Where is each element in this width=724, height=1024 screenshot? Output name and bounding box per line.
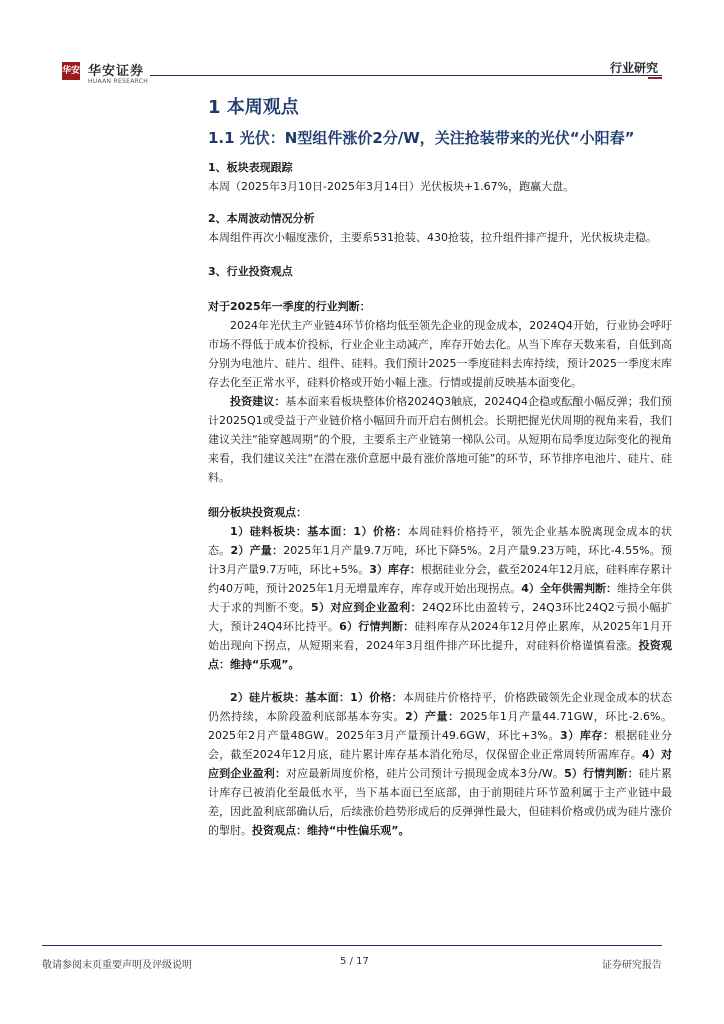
paragraph: 1）硅料板块：基本面：1）价格：本周硅料价格持平，领先企业基本脱离现金成本的状态。2）产量：2025年1月产量9.7万吨，环比下降5%。2月产量9.23万吨，环比-4.55%。预计3月产量9.7万吨，环比+5%。3）库存：根据硅业分会，截至2024年12月底，硅料库存累计约40万吨，预计2025年1月无增量库存，库存或开始出现拐点。4）全年供需判断：维持全年供大于求的判断不变。5）对应到企业盈利：24Q2环比由盈转亏，24Q3环比24Q2亏损小幅扩大，预计24Q4环比持平。6）行情判断：硅料库存从2024年12月停止累库，从2025年1月开始出现向下拐点，从短期来看，2024年3月组件排产环比提升，对硅料价格谨慎看涨。投资观点：维持“乐观”。 xyxy=(208,525,673,671)
paragraph-heading: 对于2025年一季度的行业判断： xyxy=(208,300,371,313)
section-label: 行业研究 xyxy=(609,61,658,75)
paragraph: 投资建议：基本面来看板块整体价格2024Q3触底，2024Q4企稳或酝酿小幅反弹；我们预计2025Q1或受益于产业链价格小幅回升而开启右侧机会。长期把握光伏周期的视角来看，我们建议关注“能穿越周期”的个股，主要系主产业链第一梯队公司。从短期布局季度边际变化的视角来看，我们建议关注“在潜在涨价意愿中最有涨价落地可能”的环节，环节排序电池片、硅片、硅料。 xyxy=(208,395,673,484)
subsection-title: 3、行业投资观点 xyxy=(208,265,293,278)
paragraph-heading: 细分板块投资观点： xyxy=(208,506,307,519)
main-content xyxy=(208,95,672,840)
page-header xyxy=(0,0,724,90)
paragraph: 本周组件再次小幅度涨价，主要系531抢装、430抢装，拉升组件排产提升，光伏板块走稳。 xyxy=(208,231,657,244)
paragraph: 2024年光伏主产业链4环节价格均低至领先企业的现金成本，2024Q4开始，行业协会呼吁市场不得低于成本价投标，行业企业主动减产，库存开始去化。从当下库存天数来看，自低到高分别为电池片、硅片、组件、硅料。我们预计2025一季度硅料去库持续，预计2025一季度末库存去化至正常水平，硅料价格或开始小幅上涨。行情或提前反映基本面变化。 xyxy=(208,319,672,389)
page-title: 1 本周观点 xyxy=(208,97,299,118)
paragraph: 本周（2025年3月10日-2025年3月14日）光伏板块+1.67%，跑赢大盘。 xyxy=(208,180,575,193)
header-divider xyxy=(150,75,662,76)
subsection-title: 2、本周波动情况分析 xyxy=(208,212,315,225)
header-accent xyxy=(648,77,662,79)
paragraph: 2）硅片板块：基本面：1）价格：本周硅片价格持平，价格跌破领先企业现金成本的状态仍然持续，本阶段盈利底部基本夯实。2）产量：2025年1月产量44.71GW，环比-2.6%。2025年2月产量48GW。2025年3月产量预计49.6GW，环比+3%。3）库存：根据硅业分会，截至2024年12月底，硅片累计库存基本消化殆尽，仅保留企业正常周转所需库存。4）对应到企业盈利：对应最新周度价格，硅片公司预计亏损现金成本3分/W。5）行情判断：硅片累计库存已被消化至最低水平，当下基本面已至底部，由于前期硅片环节盈利属于主产业链中最差，因此盈利底部确认后，后续涨价趋势形成后的反弹弹性最大，但硅料价格或仍成为硅片涨价的掣肘。投资观点：维持“中性偏乐观”。 xyxy=(208,691,673,837)
logo-name: 华安证券 xyxy=(88,64,145,79)
section-title: 1.1 光伏：N型组件涨价2分/W，关注抢装带来的光伏“小阳春” xyxy=(208,129,635,147)
logo-subtitle: HUAAN RESEARCH xyxy=(88,78,149,85)
subsection-title: 1、板块表现跟踪 xyxy=(208,161,293,174)
footer-disclaimer: 敬请参阅末页重要声明及评级说明 xyxy=(42,960,192,971)
page-number: 5 / 17 xyxy=(340,956,369,967)
footer-doc-type: 证券研究报告 xyxy=(602,960,662,971)
footer-divider xyxy=(42,945,662,946)
bold-lead: 投资建议： xyxy=(230,395,286,408)
logo-icon: 华安 xyxy=(62,62,80,80)
